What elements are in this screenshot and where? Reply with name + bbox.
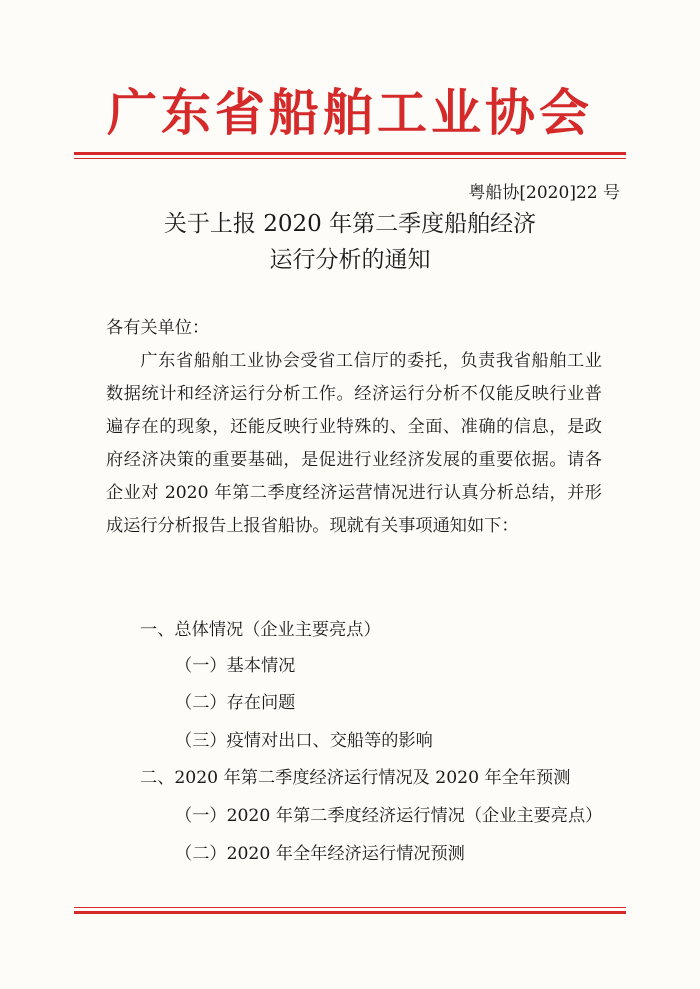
addressee: 各有关单位： [106,318,210,338]
outline-item: （二）存在问题 [175,693,296,713]
document-title-line-1: 关于上报 2020 年第二季度船舶经济 [163,211,537,237]
outline-item: （一）基本情况 [175,656,296,676]
outline-item: （三）疫情对出口、交船等的影响 [175,731,433,751]
document-number: 粤船协[2020]22 号 [468,183,620,203]
footer-rule-top [74,907,626,908]
document-title-line-2: 运行分析的通知 [269,247,431,273]
outline-item: （一）2020 年第二季度经济运行情况（企业主要亮点） [175,806,603,826]
outline-item: （二）2020 年全年经济运行情况预测 [175,844,465,864]
document-title [0,206,700,278]
letterhead-rule-bottom [74,158,626,159]
letterhead-rule-top [74,152,626,155]
outline-item: 二、2020 年第二季度经济运行情况及 2020 年全年预测 [140,768,571,788]
body-paragraph: 广东省船舶工业协会受省工信厅的委托，负责我省船舶工业数据统计和经济运行分析工作。经济运行分析不仅能反映行业普遍存在的现象，还能反映行业特殊的、全面、准确的信息，是政府经济决策的重要基础，是促进行业经济发展的重要依据。请各企业对 2020 年第二季度经济运营情况进行认真分析总结，并形成运行分析报告上报省船协。现就有关事项通知如下： [106,351,602,536]
letterhead-title: 广东省船舶工业协会 [107,83,593,142]
outline-item: 一、总体情况（企业主要亮点） [140,620,381,640]
footer-rule-bottom [74,911,626,914]
